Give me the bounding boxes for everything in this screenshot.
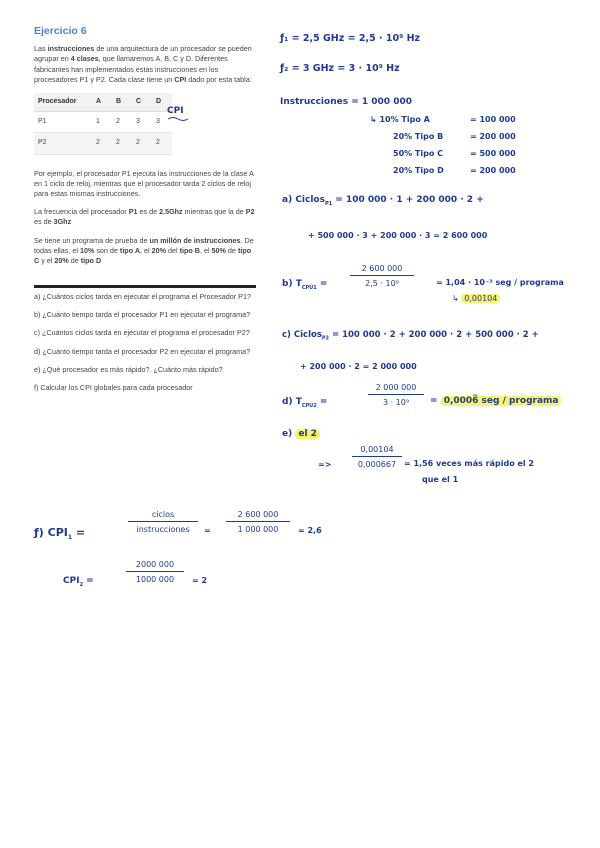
mix-type-d-value: = 200 000: [470, 166, 516, 175]
frequency-p2: ƒ₂ = 3 GHz = 3 · 10⁹ Hz: [280, 63, 400, 74]
mix-type-c-value: = 500 000: [470, 149, 516, 158]
answer-f2-fraction: $\frac{2000 000}{1000 000}$: [126, 560, 184, 584]
answer-e-label: e) el 2: [282, 429, 320, 439]
example-paragraph: Por ejemplo, el procesador P1 ejecuta las instrucciones de la clase A en 1 ciclo de reloj, mientras que el procesador tarda 2 ciclos de reloj para estas mismas instrucciones.: [34, 168, 254, 199]
answer-c-line2: + 200 000 · 2 = 2 000 000: [300, 362, 417, 371]
table-row: P1 1 2 3 3: [34, 112, 172, 133]
answer-b-result: = 1,04 · 10⁻³ seg / programa: [436, 278, 564, 287]
answer-e-result: = 1,56 veces más rápido el 2: [404, 459, 534, 468]
table-header-row: Procesador A B C D: [34, 93, 172, 112]
answer-f-result: = 2,6: [298, 526, 322, 535]
question-list: [34, 292, 256, 401]
answer-e-arrow: =>: [318, 460, 332, 469]
answer-b-fraction: $\frac{2 600 000}{\text{2,5 · 10⁹}}$: [350, 264, 414, 288]
frequency-paragraph: La frecuencia del procesador P1 es de 2.5Ghz mientras que la de P2 es de 3Ghz: [34, 207, 255, 227]
answer-f-fraction-2: $\frac{2 600 000}{1 000 000}$: [226, 510, 290, 534]
mix-type-b: 20% Tipo B: [393, 132, 444, 141]
answer-f2-label: $CPI_2$ =: [63, 576, 94, 588]
answer-b-highlight: ↳ 0,00104: [452, 294, 500, 303]
mix-type-a: ↳ 10% Tipo A: [370, 115, 430, 124]
answer-a-line2: + 500 000 · 3 + 200 000 · 3 = 2 600 000: [308, 231, 488, 240]
program-paragraph: Se tiene un programa de prueba de un millón de instrucciones. De todas ellas, el 10% son de tipo A, el 20% del tipo B, el 50% de tipo C y el 20% de tipo D: [34, 235, 254, 266]
list-item: a) ¿Cuántos ciclos tarda en ejecutar el programa el Procesador P1?: [34, 292, 251, 301]
answer-d-label: d) $T_{CPU2}$ =: [282, 397, 328, 409]
underline-squiggle: [167, 116, 189, 122]
answer-a-line1: a) Ciclos$_{P1}$ = 100 000 · 1 + 200 000 · 2 +: [282, 195, 484, 207]
exercise-statement: [34, 26, 256, 274]
answer-c-line1: c) Ciclos$_{P2}$ = 100 000 · 2 + 200 000 · 2 + 500 000 · 2 +: [282, 330, 539, 342]
table-row: P2 2 2 2 2: [34, 133, 172, 154]
instructions-total: Instrucciones = 1 000 000: [280, 97, 412, 107]
mix-type-a-value: = 100 000: [470, 115, 516, 124]
list-item: d) ¿Cuánto tiempo tarda el procesador P2 en ejecutar el programa?: [34, 346, 251, 356]
answer-e-result-line2: que el 1: [422, 475, 459, 484]
list-item: c) ¿Cuántos ciclos tarda en ejecutar el programa el procesador P2?: [34, 328, 250, 338]
section-divider: [34, 285, 256, 288]
answer-f2-result: = 2: [192, 576, 208, 585]
exercise-title: Ejercicio 6: [34, 25, 87, 37]
list-item: e) ¿Qué procesador es más rápido?. ¿Cuánto más rápido?: [34, 364, 223, 374]
answer-f-label: ƒ) $CPI_1$ =: [34, 526, 86, 542]
answer-b-label: b) $T_{CPU1}$ =: [282, 279, 328, 291]
answer-e-fraction: $\frac{0,00104}{0,000667}$: [352, 445, 402, 469]
answer-f-fraction-1: ciclos instrucciones: [128, 510, 198, 534]
answer-d-fraction: $\frac{2 000 000}{\text{3 · 10⁹}}$: [368, 383, 424, 407]
list-item: b) ¿Cuánto tiempo tarda el procesador P1 en ejecutar el programa?: [34, 310, 251, 320]
mix-type-b-value: = 200 000: [470, 132, 516, 141]
frequency-p1: ƒ₁ = 2,5 GHz = 2,5 · 10⁹ Hz: [280, 33, 421, 44]
mix-type-d: 20% Tipo D: [393, 166, 444, 175]
intro-paragraph: Las instrucciones de una arquitectura de un procesador se pueden agrupar en 4 clases, que llamaremos A, B, C y D. Diferentes fabricantes han implementados estas instrucciones en los procesadores P1 y P2. Cada clase tiene un CPI dado por esta tabla:: [34, 44, 252, 84]
answer-d-result: = 0,0006̅ seg / programa: [430, 396, 561, 406]
cpi-annotation: CPI: [167, 106, 189, 122]
cpi-table: [34, 93, 172, 155]
mix-type-c: 50% Tipo C: [393, 149, 444, 158]
answer-f-equals: =: [204, 526, 211, 535]
list-item: f) Calcular los CPI globales para cada procesador: [34, 383, 193, 393]
